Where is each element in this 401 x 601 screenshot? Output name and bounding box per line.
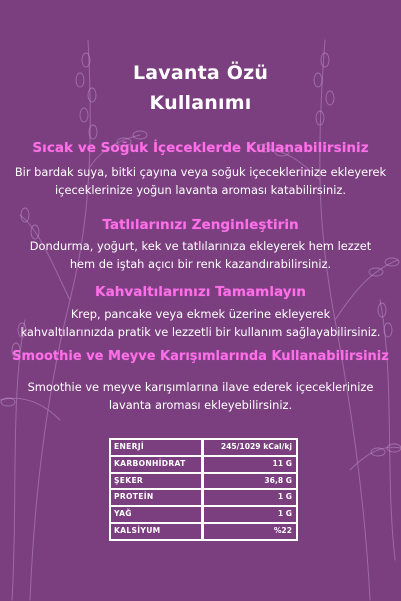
section-text-line: Krep, pancake veya ekmek üzerine ekleyerek (70, 307, 331, 321)
section-heading-smoothie: Smoothie ve Meyve Karışımlarında Kullanabilirsiniz (12, 349, 389, 364)
nutrition-label: PROTEİN (111, 490, 201, 505)
nutrition-value: 36,8 G (204, 474, 296, 489)
section-text-drinks (6, 164, 395, 199)
nutrition-row-fat (111, 507, 296, 522)
nutrition-row-protein (111, 490, 296, 505)
nutrition-value: 1 G (204, 490, 296, 505)
section-text-line: kahvaltılarınızda pratik ve lezzetli bir kullanım sağlayabilirsiniz. (20, 324, 381, 339)
nutrition-label: KALSİYUM (111, 524, 201, 539)
section-text-line: lavanta aroması ekleyebilirsiniz. (108, 397, 293, 412)
section-text-breakfast (6, 306, 395, 341)
nutrition-row-calcium (111, 524, 296, 539)
nutrition-label: ŞEKER (111, 474, 201, 489)
section-text-smoothie (6, 379, 395, 414)
nutrition-row-sugar (111, 474, 296, 489)
nutrition-value: 11 G (204, 457, 296, 472)
nutrition-value: 245/1029 kCal/kj (204, 440, 296, 455)
nutrition-label: YAĞ (111, 507, 201, 522)
nutrition-row-energy (111, 440, 296, 455)
nutrition-label: ENERJİ (111, 440, 201, 455)
nutrition-value: 1 G (204, 507, 296, 522)
nutrition-value: %22 (204, 524, 296, 539)
section-text-line: Dondurma, yoğurt, kek ve tatlılarınıza ekleyerek hem lezzet (29, 239, 372, 253)
section-heading-desserts: Tatlılarınızı Zenginleştirin (102, 217, 299, 233)
section-text-desserts (6, 238, 395, 273)
section-text-line: içeceklerinize yoğun lavanta aroması katabilirsiniz. (55, 182, 346, 197)
nutrition-row-carbohydrate (111, 457, 296, 472)
section-heading-drinks: Sıcak ve Soğuk İçeceklerde Kullanabilirsiniz (32, 140, 369, 156)
section-text-line: Bir bardak suya, bitki çayına veya soğuk içeceklerinize ekleyerek (14, 165, 387, 179)
section-text-line: Smoothie ve meyve karışımlarına ilave ederek içeceklerinize (27, 380, 374, 394)
page-title-line-2: Kullanımı (149, 92, 252, 114)
section-text-line: hem de iştah açıcı bir renk kazandırabilirsiniz. (69, 256, 332, 271)
nutrition-table (109, 438, 298, 541)
section-heading-breakfast: Kahvaltılarınızı Tamamlayın (95, 284, 306, 300)
nutrition-label: KARBONHİDRAT (111, 457, 201, 472)
page-title-line-1: Lavanta Özü (132, 62, 269, 84)
